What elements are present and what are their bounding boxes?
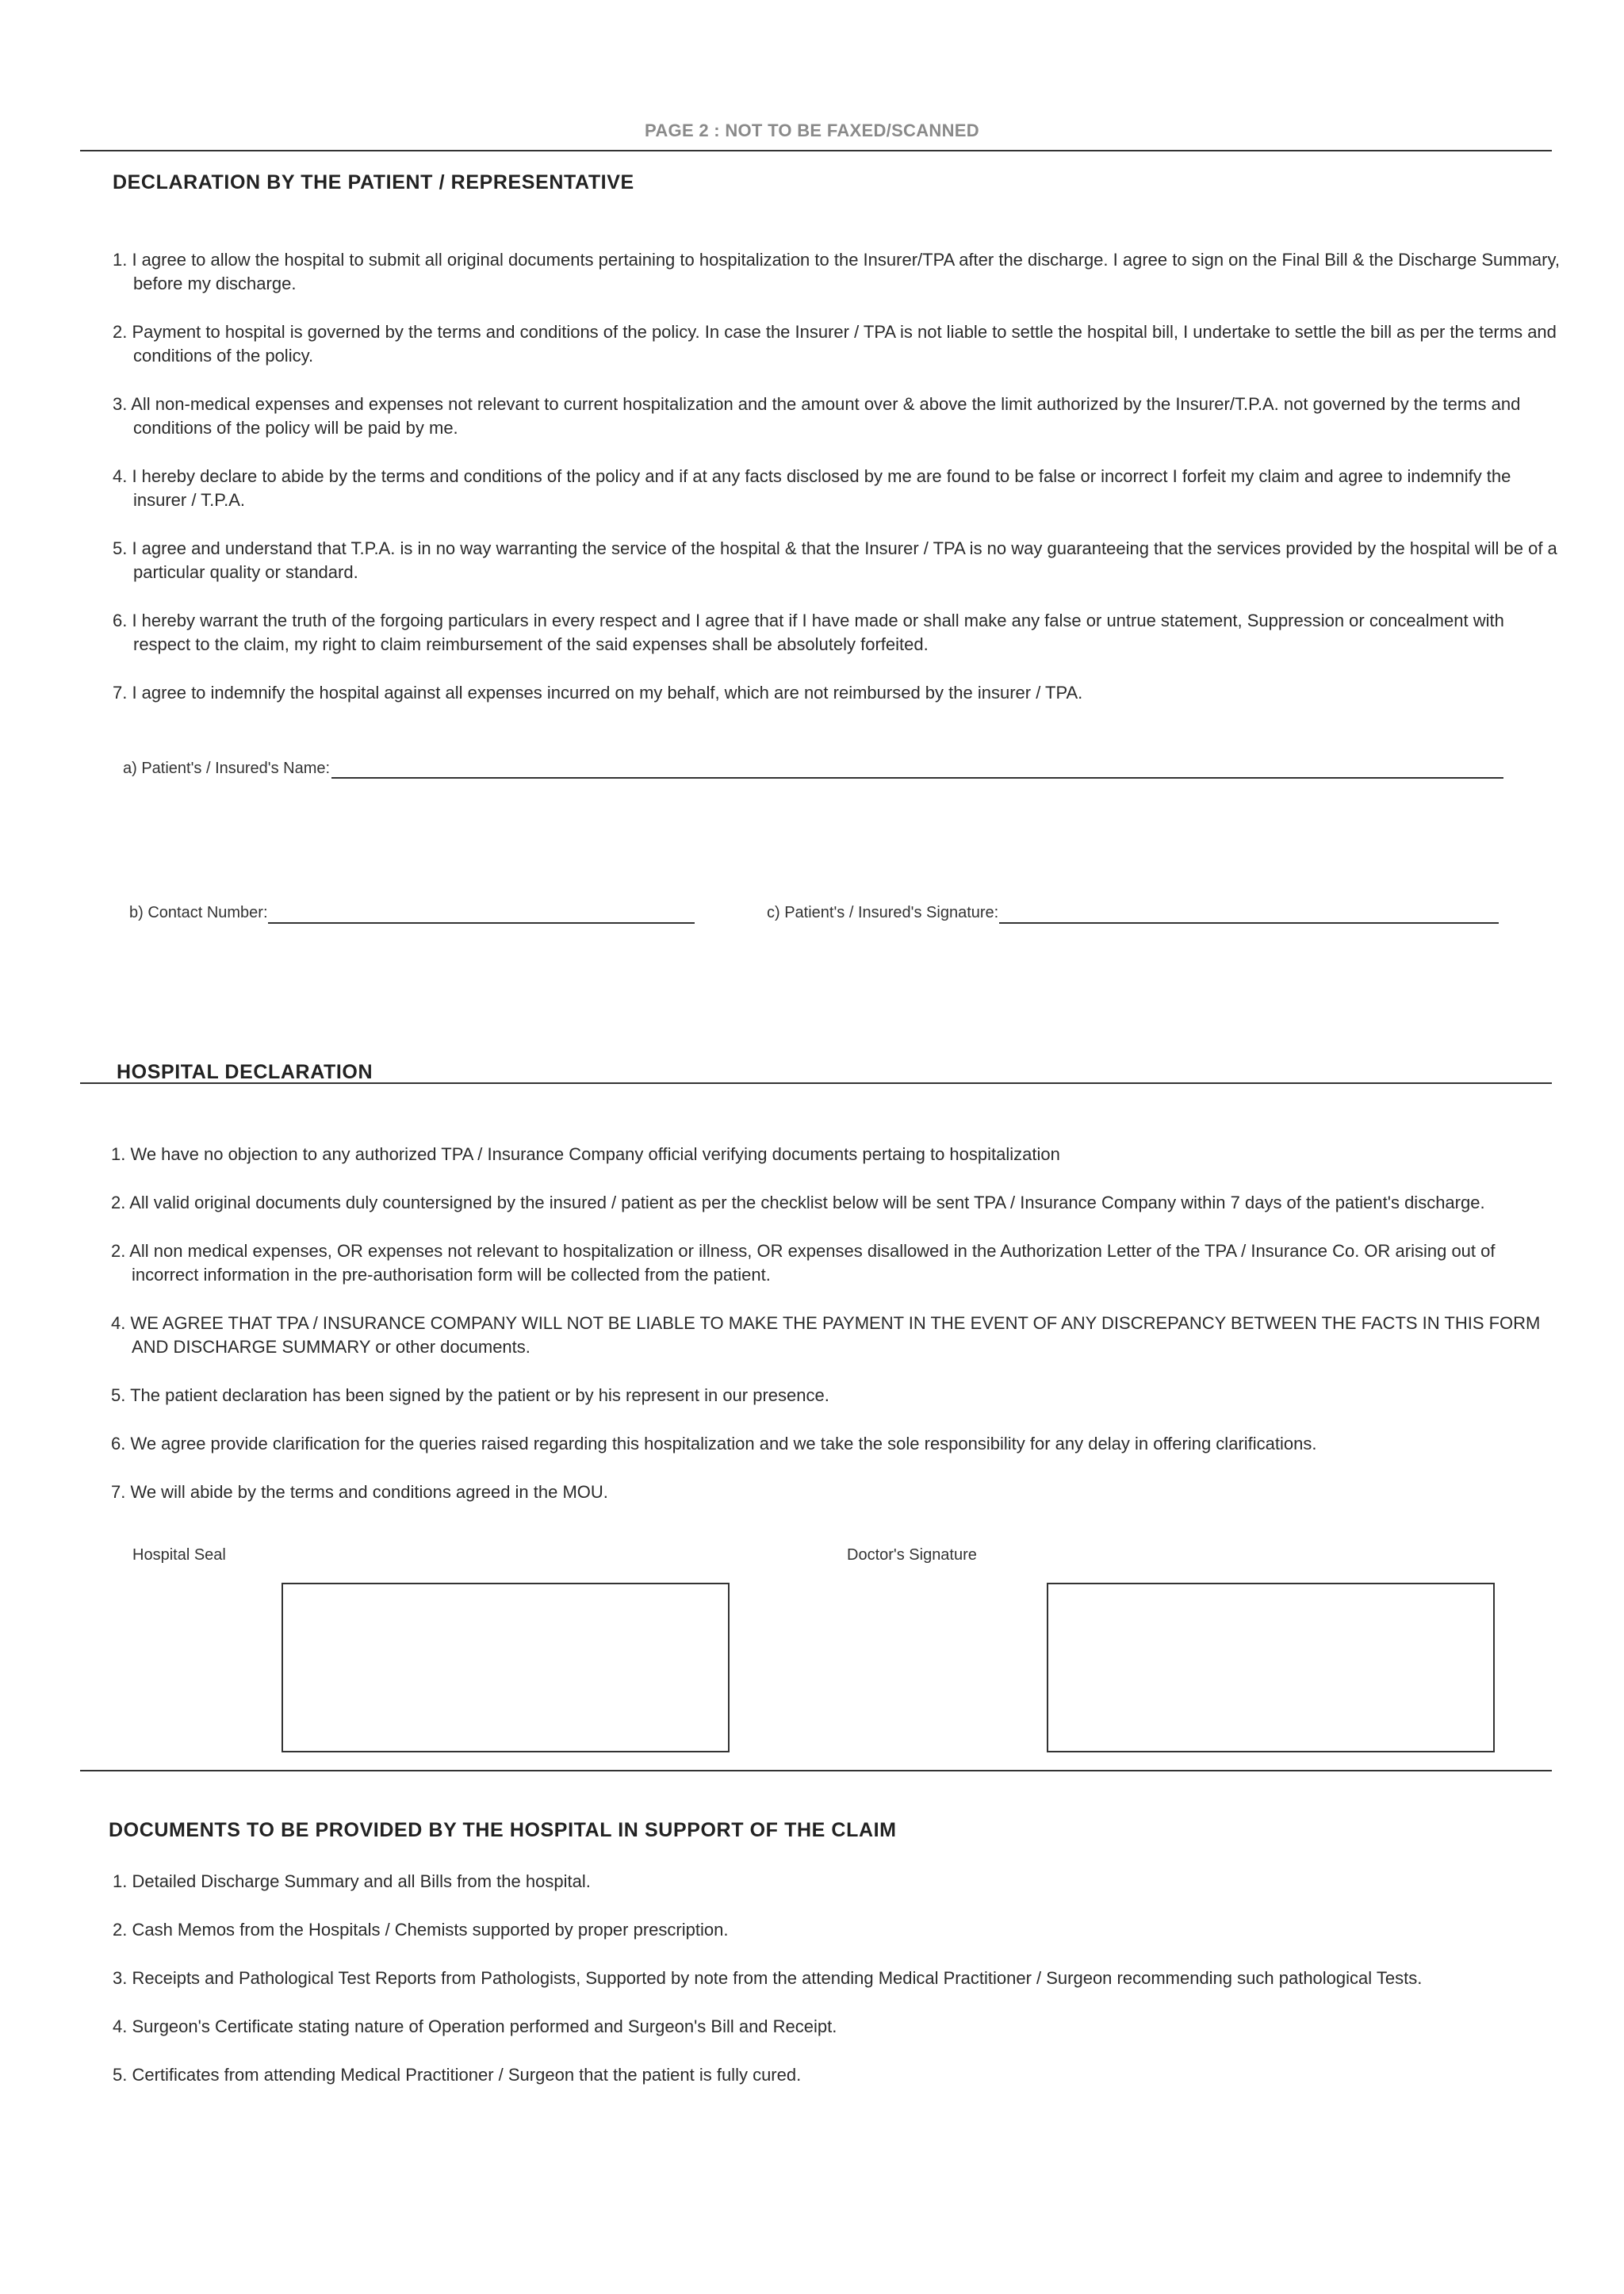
patient-name-label: a) Patient's / Insured's Name:	[123, 760, 331, 777]
hospital-declaration-title: HOSPITAL DECLARATION	[117, 1061, 373, 1083]
list-item: 5. Certificates from attending Medical Practitioner / Surgeon that the patient is fully cured.	[113, 2065, 802, 2085]
contact-number-field[interactable]	[268, 922, 695, 924]
hospital-declaration-divider	[80, 1082, 1552, 1084]
list-item: 2. Cash Memos from the Hospitals / Chemists supported by proper prescription.	[113, 1920, 729, 1940]
list-item: 7. We will abide by the terms and conditions agreed in the MOU.	[111, 1482, 608, 1502]
hospital-seal-label: Hospital Seal	[132, 1546, 226, 1564]
documents-section-title: DOCUMENTS TO BE PROVIDED BY THE HOSPITAL IN SUPPORT OF THE CLAIM	[109, 1819, 897, 1841]
list-item: 2. All non medical expenses, OR expenses not relevant to hospitalization or illness, OR expenses disallowed in the Authorization Letter of the TPA / Insurance Co. OR arising out of incorrect information in the pre-authorisation form will be collected from the patient.	[111, 1241, 1496, 1285]
documents-divider	[80, 1770, 1552, 1771]
list-item: 4. WE AGREE THAT TPA / INSURANCE COMPANY WILL NOT BE LIABLE TO MAKE THE PAYMENT IN THE EVENT OF ANY DISCREPANCY BETWEEN THE FACTS IN THIS FORM AND DISCHARGE SUMMARY or other documents.	[111, 1313, 1541, 1357]
contact-number-label: b) Contact Number:	[129, 904, 268, 921]
list-item: 4. Surgeon's Certificate stating nature of Operation performed and Surgeon's Bill and Receipt.	[113, 2016, 837, 2036]
list-item: 1. Detailed Discharge Summary and all Bills from the hospital.	[113, 1871, 591, 1891]
list-item: 1. I agree to allow the hospital to submit all original documents pertaining to hospitalization to the Insurer/TPA after the discharge. I agree to sign on the Final Bill & the Discharge Summary, before my discharge.	[113, 250, 1560, 293]
list-item: 1. We have no objection to any authorized TPA / Insurance Company official verifying documents pertaing to hospitalization	[111, 1144, 1060, 1164]
header-divider	[80, 150, 1552, 151]
list-item: 2. Payment to hospital is governed by the terms and conditions of the policy. In case the Insurer / TPA is not liable to settle the hospital bill, I undertake to settle the bill as per the terms and conditions of the policy.	[113, 322, 1557, 366]
list-item: 4. I hereby declare to abide by the terms and conditions of the policy and if at any facts disclosed by me are found to be false or incorrect I forfeit my claim and agree to indemnify the insurer / T.P.A.	[113, 466, 1511, 510]
page-header: PAGE 2 : NOT TO BE FAXED/SCANNED	[645, 121, 979, 140]
patient-declaration-title: DECLARATION BY THE PATIENT / REPRESENTATIVE	[113, 171, 634, 193]
list-item: 3. All non-medical expenses and expenses not relevant to current hospitalization and the amount over & above the limit authorized by the Insurer/T.P.A. not governed by the terms and conditions of the policy will be paid by me.	[113, 394, 1521, 438]
hospital-seal-box[interactable]	[282, 1583, 730, 1752]
list-item: 2. All valid original documents duly countersigned by the insured / patient as per the checklist below will be sent TPA / Insurance Company within 7 days of the patient's discharge.	[111, 1193, 1485, 1212]
doctor-signature-label: Doctor's Signature	[847, 1546, 977, 1564]
patient-name-field[interactable]	[331, 777, 1503, 779]
list-item: 7. I agree to indemnify the hospital against all expenses incurred on my behalf, which are not reimbursed by the insurer / TPA.	[113, 683, 1083, 703]
patient-signature-field[interactable]	[999, 922, 1499, 924]
list-item: 6. I hereby warrant the truth of the forgoing particulars in every respect and I agree that if I have made or shall make any false or untrue statement, Suppression or concealment with respect to the claim, my right to claim reimbursement of the said expenses shall be absolutely forfeited.	[113, 611, 1504, 654]
list-item: 5. I agree and understand that T.P.A. is in no way warranting the service of the hospital & that the Insurer / TPA is no way guaranteeing that the services provided by the hospital will be of a particular quality or standard.	[113, 538, 1557, 582]
doctor-signature-box[interactable]	[1047, 1583, 1495, 1752]
list-item: 5. The patient declaration has been signed by the patient or by his represent in our presence.	[111, 1385, 829, 1405]
list-item: 6. We agree provide clarification for the queries raised regarding this hospitalization and we take the sole responsibility for any delay in offering clarifications.	[111, 1434, 1317, 1453]
patient-signature-label: c) Patient's / Insured's Signature:	[767, 904, 999, 921]
list-item: 3. Receipts and Pathological Test Reports from Pathologists, Supported by note from the attending Medical Practitioner / Surgeon recommending such pathological Tests.	[113, 1968, 1423, 1988]
